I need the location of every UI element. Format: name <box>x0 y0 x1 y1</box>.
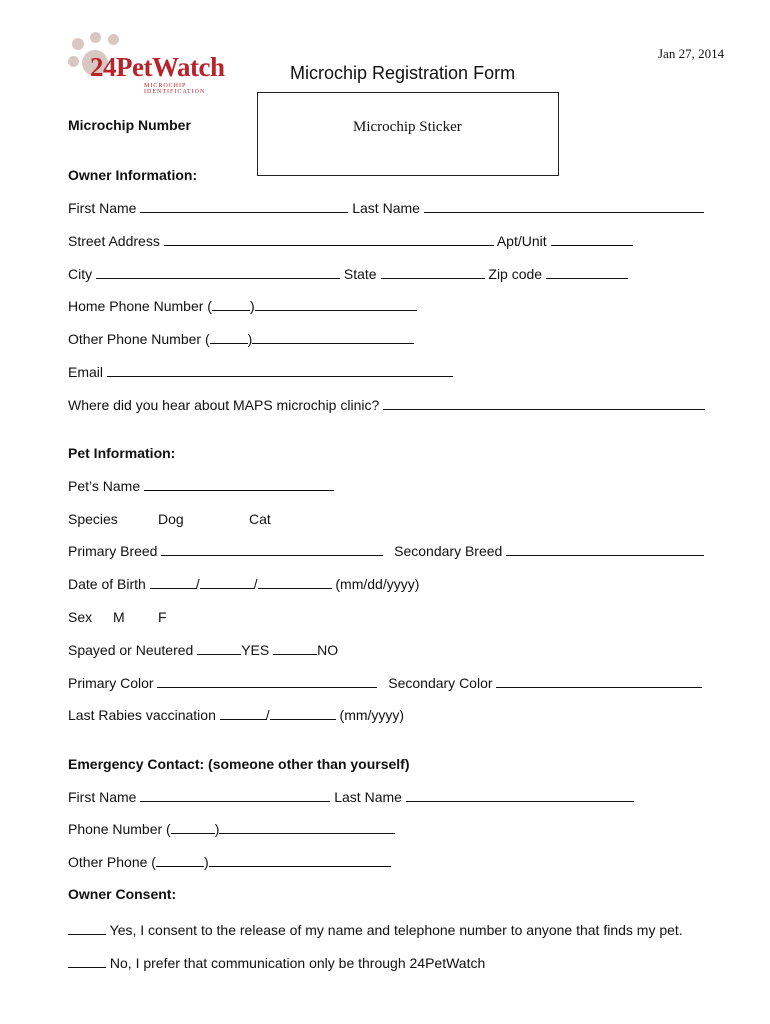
species-cat-option[interactable]: Cat <box>249 511 271 527</box>
emergency-heading: Emergency Contact: (someone other than yourself) <box>68 756 410 772</box>
state-field[interactable] <box>381 266 485 279</box>
other-phone-area-field[interactable] <box>210 331 248 344</box>
last-name-label: Last Name <box>352 200 420 216</box>
species-dog-option[interactable]: Dog <box>158 511 184 527</box>
rabies-format: (mm/yyyy) <box>339 707 405 723</box>
paren-close: ) <box>249 298 255 314</box>
consent-no-text: No, I prefer that communication only be through 24PetWatch <box>109 955 486 971</box>
pet-heading: Pet Information: <box>68 445 176 461</box>
color-row <box>68 675 702 691</box>
other-phone-row <box>68 331 414 347</box>
owner-name-row <box>68 200 704 216</box>
rabies-row <box>68 707 404 723</box>
home-phone-row <box>68 298 417 314</box>
secondary-color-field[interactable] <box>496 675 702 688</box>
slash: / <box>195 576 200 592</box>
microchip-number-label: Microchip Number <box>68 117 191 133</box>
email-row <box>68 364 453 380</box>
state-label: State <box>343 266 377 282</box>
sex-row <box>68 609 92 625</box>
sex-male-option[interactable]: M <box>113 609 125 625</box>
logo-text: 24PetWatch <box>90 52 225 82</box>
emergency-phone-area-field[interactable] <box>171 821 215 834</box>
species-row <box>68 511 118 527</box>
rabies-month-field[interactable] <box>220 707 266 720</box>
secondary-breed-label: Secondary Breed <box>394 543 503 559</box>
email-field[interactable] <box>107 364 453 377</box>
last-name-field[interactable] <box>424 200 704 213</box>
consent-no-row <box>68 955 485 971</box>
email-label: Email <box>68 364 104 380</box>
emergency-last-name-field[interactable] <box>406 789 634 802</box>
city-field[interactable] <box>96 266 340 279</box>
hear-row <box>68 397 705 413</box>
emergency-first-name-label: First Name <box>68 789 137 805</box>
street-address-field[interactable] <box>164 233 494 246</box>
spayed-label: Spayed or Neutered <box>68 642 194 658</box>
form-date: Jan 27, 2014 <box>658 46 725 61</box>
emergency-other-phone-label: Other Phone ( <box>68 854 156 870</box>
zip-label: Zip code <box>488 266 543 282</box>
emergency-other-phone-row <box>68 854 391 870</box>
paren-close: ) <box>247 331 253 347</box>
dob-day-field[interactable] <box>200 576 254 589</box>
secondary-breed-field[interactable] <box>506 543 704 556</box>
sex-label: Sex <box>68 609 93 625</box>
logo-subtext: MICROCHIP IDENTIFICATION <box>144 83 206 95</box>
no-label: NO <box>317 642 339 658</box>
spayed-row <box>68 642 338 658</box>
pet-name-label: Pet’s Name <box>68 478 141 494</box>
primary-breed-field[interactable] <box>161 543 383 556</box>
first-name-label: First Name <box>68 200 137 216</box>
city-label: City <box>68 266 93 282</box>
consent-no-field[interactable] <box>68 955 106 968</box>
secondary-color-label: Secondary Color <box>388 675 493 691</box>
rabies-label: Last Rabies vaccination <box>68 707 216 723</box>
emergency-phone-label: Phone Number ( <box>68 821 171 837</box>
owner-address-row <box>68 233 633 249</box>
dob-month-field[interactable] <box>150 576 196 589</box>
hear-field[interactable] <box>383 397 705 410</box>
spayed-no-field[interactable] <box>273 642 317 655</box>
home-phone-area-field[interactable] <box>212 298 250 311</box>
emergency-first-name-field[interactable] <box>140 789 330 802</box>
slash: / <box>253 576 258 592</box>
dob-year-field[interactable] <box>258 576 332 589</box>
owner-heading: Owner Information: <box>68 167 198 183</box>
paren-close: ) <box>214 821 220 837</box>
paw-icon <box>72 38 84 50</box>
consent-heading: Owner Consent: <box>68 886 177 902</box>
home-phone-label: Home Phone Number ( <box>68 298 212 314</box>
breed-row <box>68 543 704 559</box>
sex-female-option[interactable]: F <box>158 609 167 625</box>
spayed-yes-field[interactable] <box>197 642 241 655</box>
other-phone-label: Other Phone Number ( <box>68 331 210 347</box>
emergency-phone-row <box>68 821 395 837</box>
apt-label: Apt/Unit <box>496 233 547 249</box>
consent-yes-text: Yes, I consent to the release of my name and telephone number to anyone that finds my pet. <box>109 922 683 938</box>
home-phone-field[interactable] <box>255 298 417 311</box>
pet-name-row <box>68 478 334 494</box>
dob-format: (mm/dd/yyyy) <box>335 576 420 592</box>
hear-label: Where did you hear about MAPS microchip clinic? <box>68 397 380 413</box>
emergency-last-name-label: Last Name <box>334 789 402 805</box>
pet-name-field[interactable] <box>144 478 334 491</box>
rabies-year-field[interactable] <box>270 707 336 720</box>
slash: / <box>265 707 270 723</box>
emergency-other-phone-area-field[interactable] <box>156 854 204 867</box>
petwatch-logo <box>64 30 244 96</box>
consent-yes-field[interactable] <box>68 922 106 935</box>
primary-breed-label: Primary Breed <box>68 543 158 559</box>
page-title: Microchip Registration Form <box>290 63 516 83</box>
emergency-phone-field[interactable] <box>219 821 395 834</box>
primary-color-field[interactable] <box>157 675 377 688</box>
dob-label: Date of Birth <box>68 576 146 592</box>
street-address-label: Street Address <box>68 233 160 249</box>
microchip-sticker-box[interactable] <box>257 92 559 176</box>
owner-city-row <box>68 266 628 282</box>
sticker-label: Microchip Sticker <box>353 119 462 135</box>
yes-label: YES <box>241 642 270 658</box>
dob-row <box>68 576 419 592</box>
emergency-other-phone-field[interactable] <box>209 854 391 867</box>
primary-color-label: Primary Color <box>68 675 154 691</box>
species-label: Species <box>68 511 118 527</box>
first-name-field[interactable] <box>140 200 348 213</box>
emergency-name-row <box>68 789 634 805</box>
paren-close: ) <box>203 854 209 870</box>
zip-field[interactable] <box>546 266 628 279</box>
consent-yes-row <box>68 922 683 938</box>
other-phone-field[interactable] <box>252 331 414 344</box>
apt-field[interactable] <box>551 233 633 246</box>
